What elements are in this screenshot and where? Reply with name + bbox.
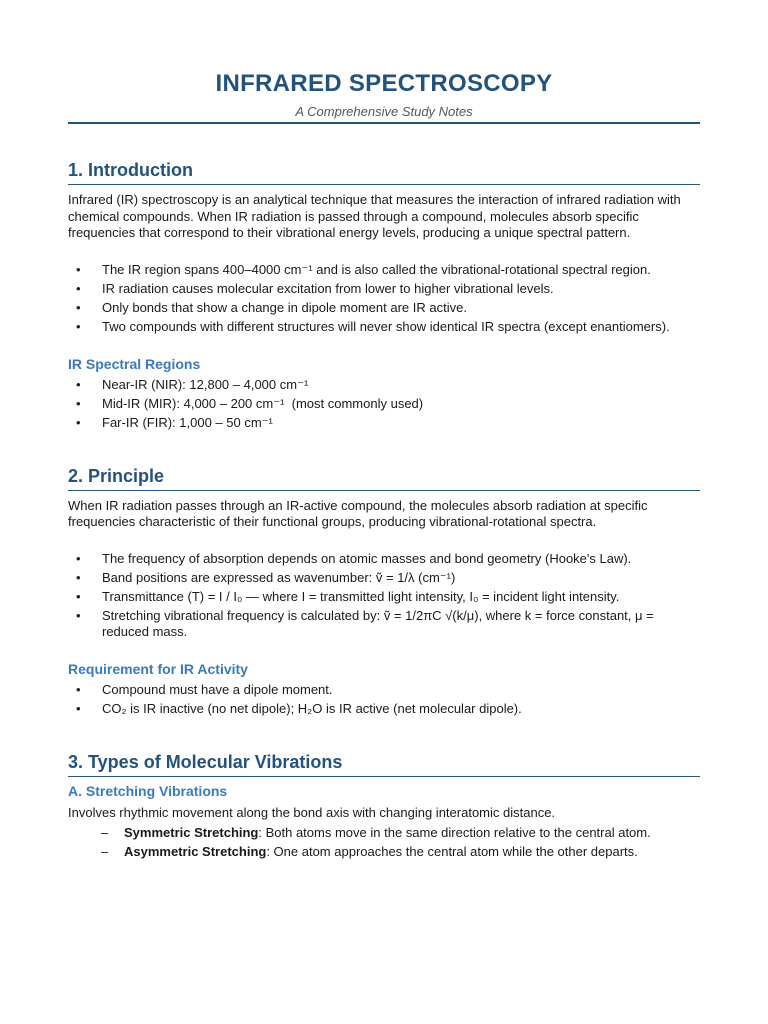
list-item: • Transmittance (T) = I / I₀ — where I = transmitted light intensity, I₀ = incident light intensity.: [76, 588, 620, 604]
dash-list: [68, 825, 700, 861]
document-title: INFRARED SPECTROSCOPY: [215, 70, 553, 97]
subsection-heading: IR Spectral Regions: [68, 355, 201, 372]
list-item: • Band positions are expressed as wavenumber: ṽ = 1/λ (cm⁻¹): [76, 569, 456, 585]
section-paragraph: Infrared (IR) spectroscopy is an analytical technique that measures the interaction of infrared radiation with chemical compounds. When IR radiation is passed through a compound, molecules absorb specific frequencies that correspond to their vibrational energy levels, producing a unique spectral pattern.: [68, 192, 681, 240]
list-item: • Stretching vibrational frequency is calculated by: ṽ = 1/2πC √(k/μ), where k = force constant, μ = reduced mass.: [76, 607, 654, 639]
list-item: • The IR region spans 400–4000 cm⁻¹ and is also called the vibrational-rotational spectral region.: [76, 261, 651, 277]
section-paragraph: Involves rhythmic movement along the bond axis with changing interatomic distance.: [68, 805, 556, 820]
subsection-heading: A. Stretching Vibrations: [68, 783, 228, 799]
section-introduction: [68, 160, 700, 431]
list-item: – Symmetric Stretching: Both atoms move in the same direction relative to the central atom.: [101, 824, 651, 840]
list-item: • The frequency of absorption depends on atomic masses and bond geometry (Hooke's Law).: [76, 550, 632, 566]
section-heading: 2. Principle: [68, 466, 700, 491]
list-item: • Compound must have a dipole moment.: [76, 682, 333, 697]
document-body: [68, 160, 700, 864]
section-principle: [68, 466, 700, 718]
bullet-list: [68, 682, 700, 718]
list-item: – Asymmetric Stretching: One atom approaches the central atom while the other departs.: [101, 844, 638, 859]
list-item: • IR radiation causes molecular excitation from lower to higher vibrational levels.: [76, 280, 554, 296]
bullet-list: [68, 262, 700, 336]
list-item: • Far-IR (FIR): 1,000 – 50 cm⁻¹: [76, 414, 273, 430]
section-heading: 1. Introduction: [68, 160, 700, 185]
section-molecular-vibrations: [68, 752, 700, 861]
document-subtitle: A Comprehensive Study Notes: [295, 104, 473, 119]
list-item: • Two compounds with different structures will never show identical IR spectra (except enantiomers).: [76, 318, 670, 334]
list-item: • Only bonds that show a change in dipole moment are IR active.: [76, 299, 467, 315]
subsection-heading: Requirement for IR Activity: [68, 661, 248, 677]
title-divider: [68, 122, 700, 124]
list-item: • Mid-IR (MIR): 4,000 – 200 cm⁻¹ (most commonly used): [76, 395, 424, 411]
list-item: • Near-IR (NIR): 12,800 – 4,000 cm⁻¹: [76, 376, 309, 392]
list-item: • CO₂ is IR inactive (no net dipole); H₂O is IR active (net molecular dipole).: [76, 701, 522, 716]
bullet-list: [68, 551, 700, 641]
section-paragraph: When IR radiation passes through an IR-active compound, the molecules absorb radiation at specific frequencies characteristic of their functional groups, producing vibrational-rotational spectra.: [68, 497, 648, 529]
section-heading: 3. Types of Molecular Vibrations: [68, 752, 700, 777]
bullet-list: [68, 377, 700, 432]
